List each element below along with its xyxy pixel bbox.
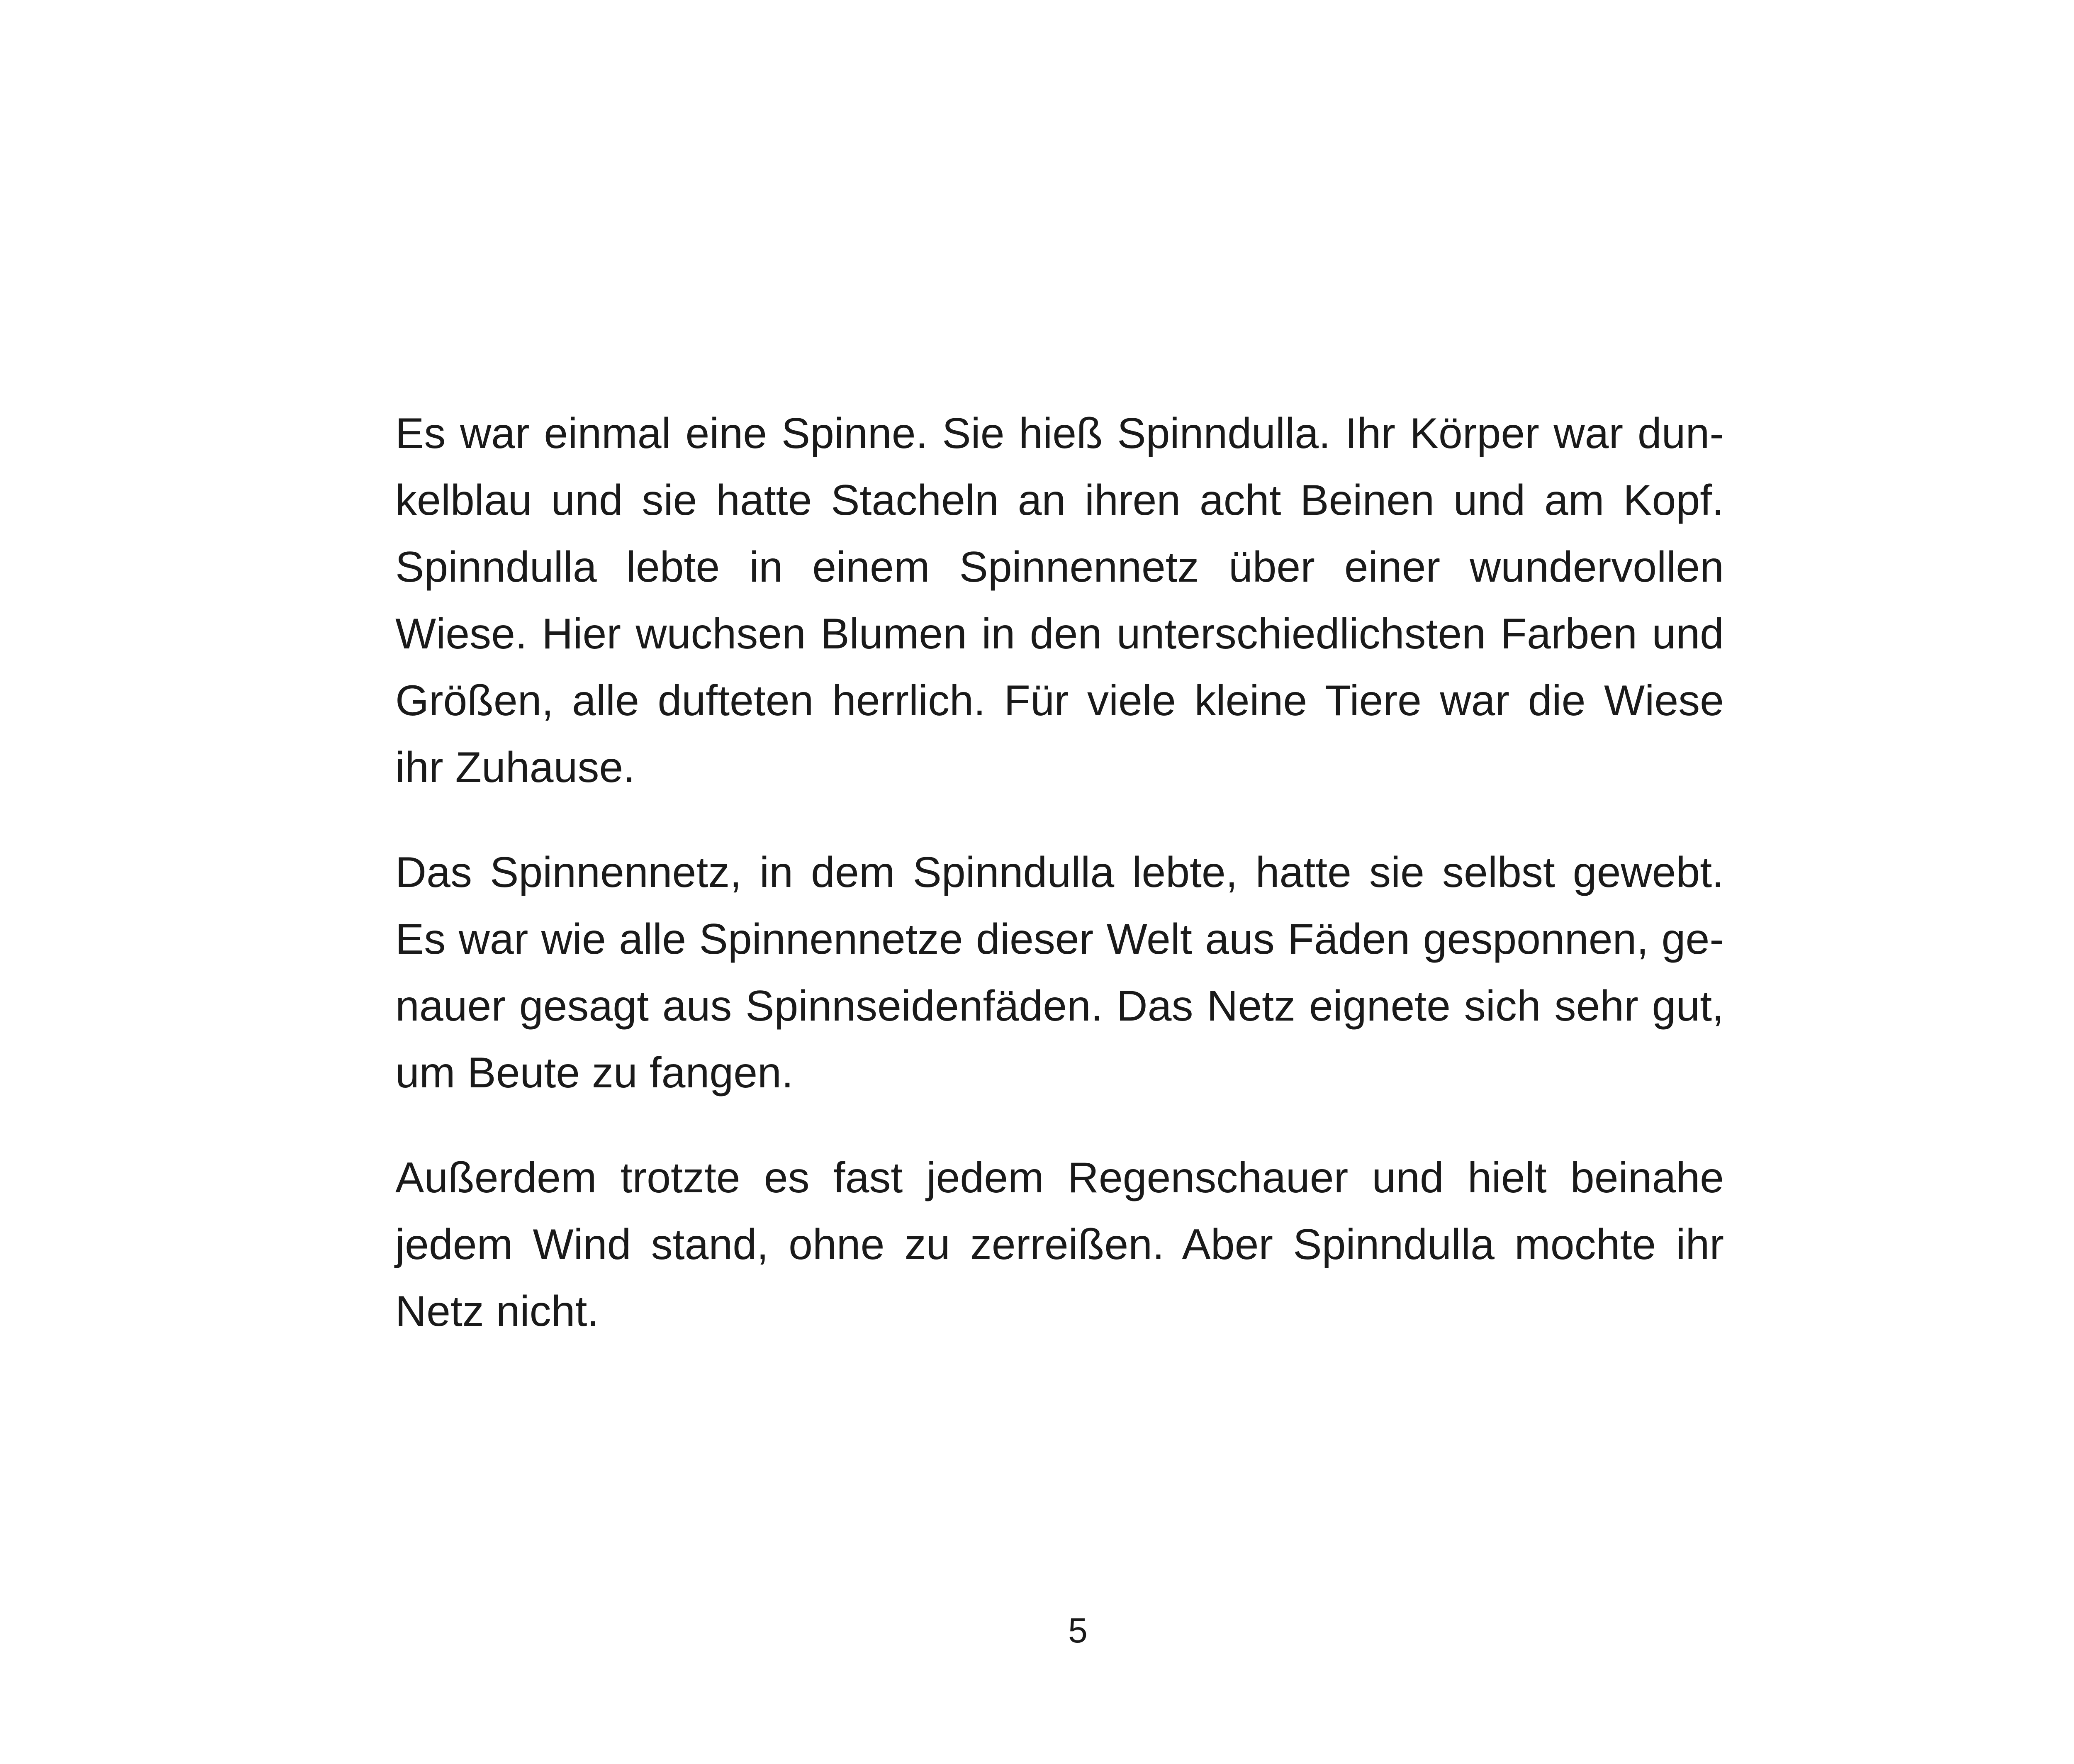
text-line: nauer gesagt aus Spinnseidenfäden. Das Netz eignete sich sehr gut, (395, 982, 1724, 1030)
paragraph-2 (395, 839, 1724, 1106)
body-text (395, 400, 1724, 1345)
text-line: Das Spinnennetz, in dem Spinndulla lebte, hatte sie selbst gewebt. (395, 848, 1724, 897)
page-number: 5 (1068, 1611, 1088, 1650)
text-line: Außerdem trotzte es fast jedem Regenschauer und hielt beinahe (395, 1154, 1724, 1202)
text-line: Wiese. Hier wuchsen Blumen in den unterschiedlichsten Farben und (395, 610, 1724, 658)
text-line: Es war einmal eine Spinne. Sie hieß Spinndulla. Ihr Körper war dun- (395, 409, 1724, 458)
text-line: ihr Zuhause. (395, 743, 635, 792)
paragraph-3 (395, 1145, 1724, 1345)
text-line: Es war wie alle Spinnennetze dieser Welt aus Fäden gesponnen, ge- (395, 915, 1724, 963)
paragraph-1 (395, 400, 1724, 801)
text-line: um Beute zu fangen. (395, 1049, 794, 1097)
text-line: jedem Wind stand, ohne zu zerreißen. Aber Spinndulla mochte ihr (395, 1221, 1724, 1269)
text-line: Netz nicht. (395, 1287, 599, 1335)
text-line: Größen, alle dufteten herrlich. Für viele kleine Tiere war die Wiese (395, 677, 1724, 725)
text-line: Spinndulla lebte in einem Spinnennetz über einer wundervollen (395, 543, 1724, 591)
text-line: kelblau und sie hatte Stacheln an ihren acht Beinen und am Kopf. (395, 476, 1724, 524)
